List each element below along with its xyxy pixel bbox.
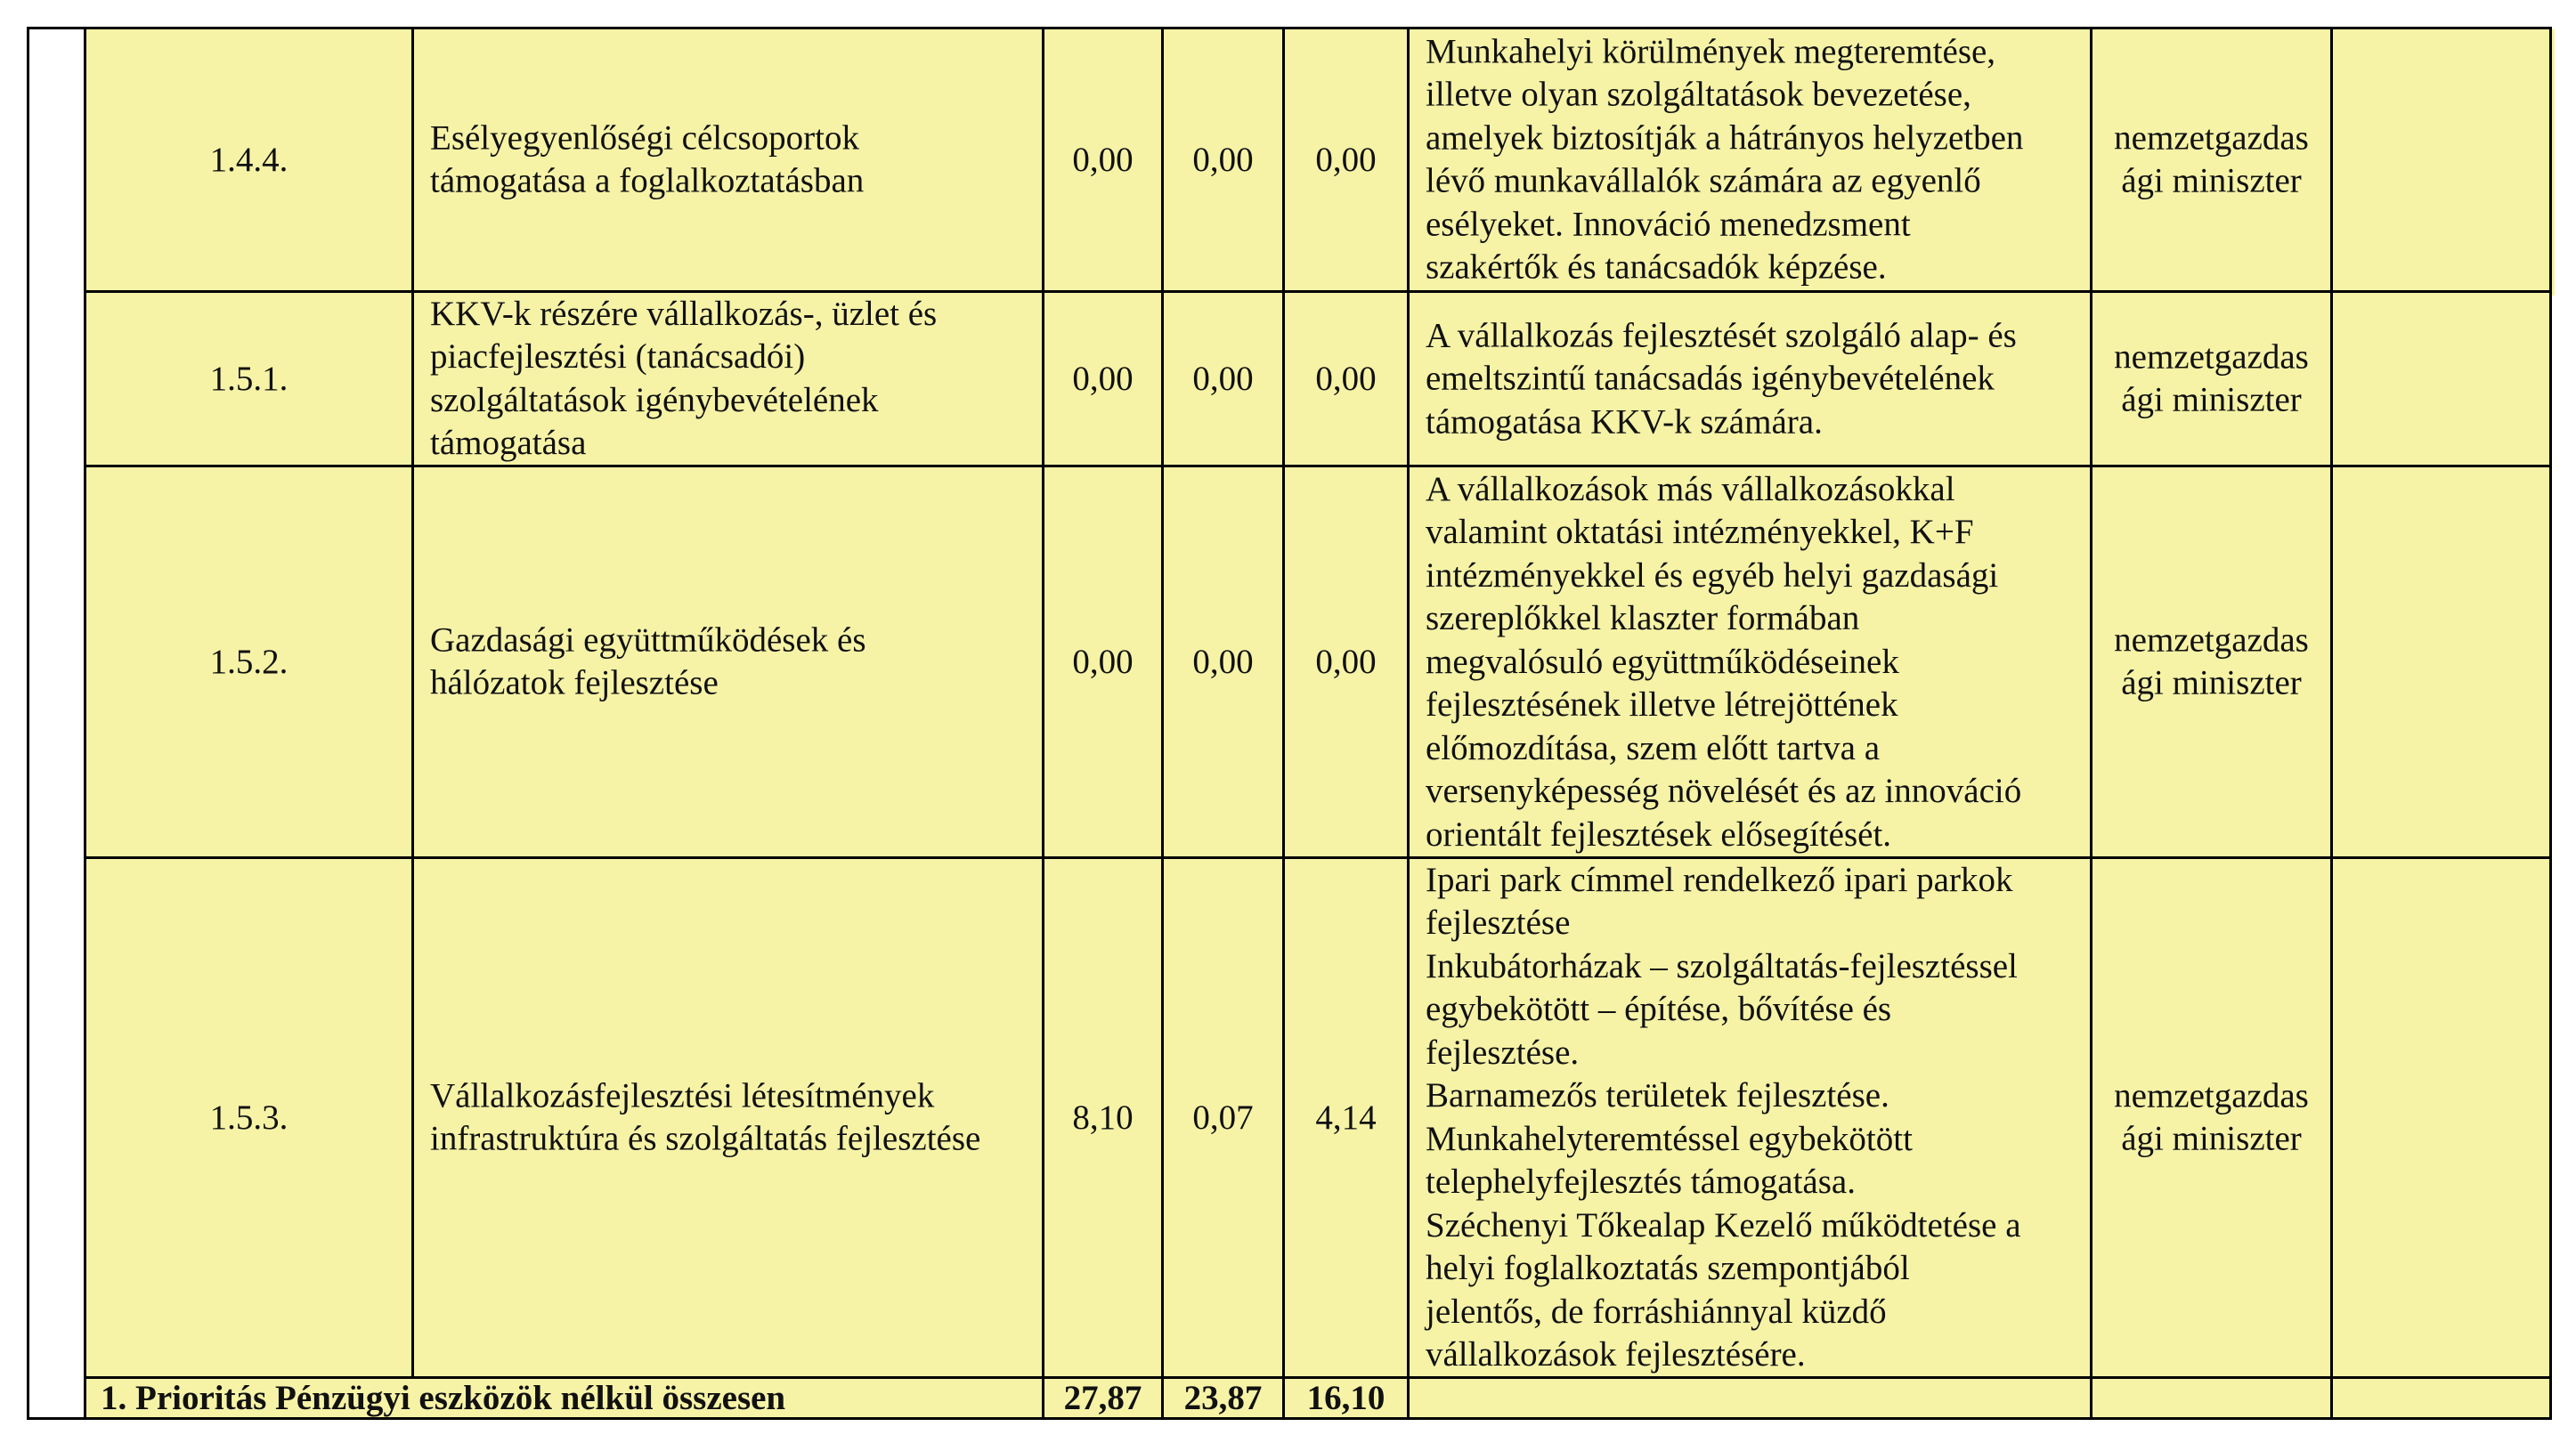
row-responsible: nemzetgazdas ági miniszter <box>2114 1076 2309 1158</box>
row-value-2: 0,00 <box>1192 642 1254 681</box>
row-value-2: 0,00 <box>1192 359 1254 398</box>
row-responsible-cell <box>2090 465 2333 859</box>
row-extra-cell <box>2330 27 2552 293</box>
row-value-1-cell <box>1042 27 1164 293</box>
row-title-cell <box>411 27 1044 293</box>
total-extra-cell <box>2330 1376 2552 1420</box>
total-label: 1. Prioritás Pénzügyi eszközök nélkül összesen <box>101 1378 786 1417</box>
row-value-3-cell <box>1282 27 1410 293</box>
row-value-3-cell <box>1282 465 1410 859</box>
row-code-cell <box>84 465 414 859</box>
row-responsible: nemzetgazdas ági miniszter <box>2114 337 2309 419</box>
row-value-1: 0,00 <box>1072 642 1134 681</box>
row-value-2-cell <box>1161 290 1285 467</box>
row-value-2-cell <box>1161 465 1285 859</box>
row-description: A vállalkozás fejlesztését szolgáló alap- és emeltszintű tanácsadás igénybevételének támogatása KKV-k számára. <box>1426 315 2017 441</box>
row-value-2: 0,07 <box>1192 1098 1254 1137</box>
total-value-1-cell <box>1042 1376 1164 1420</box>
row-description: Ipari park címmel rendelkező ipari parkok fejlesztése Inkubátorházak – szolgáltatás-fejlesztéssel egybekötött – építése, bővítése és fejlesztése. Barnamezős területek fejlesztése. Munkahelyteremtéssel egybekötött telephelyfejlesztés támogatása. Széchenyi Tőkealap Kezelő működtetése a helyi foglalkoztatás szempontjából jelentős, de forráshiánnyal küzdő vállalkozások fejlesztésére. <box>1426 860 2021 1374</box>
row-responsible-cell <box>2090 856 2333 1379</box>
row-value-3-cell <box>1282 856 1410 1379</box>
row-description-cell <box>1407 856 2092 1379</box>
row-value-2: 0,00 <box>1192 140 1254 179</box>
total-responsible-cell <box>2090 1376 2333 1420</box>
total-description-cell <box>1407 1376 2092 1420</box>
row-code: 1.5.2. <box>209 642 288 681</box>
row-code-cell <box>84 27 414 293</box>
row-value-1-cell <box>1042 465 1164 859</box>
row-value-2-cell <box>1161 27 1285 293</box>
row-value-3: 0,00 <box>1315 642 1377 681</box>
row-description-cell <box>1407 465 2092 859</box>
row-title: Vállalkozásfejlesztési létesítmények infrastruktúra és szolgáltatás fejlesztése <box>430 1076 981 1158</box>
row-responsible-cell <box>2090 290 2333 467</box>
row-title-cell <box>411 290 1044 467</box>
row-description-cell <box>1407 290 2092 467</box>
row-extra-cell <box>2330 465 2552 859</box>
row-value-3: 0,00 <box>1315 140 1377 179</box>
row-code: 1.4.4. <box>209 140 288 179</box>
row-title-cell <box>411 856 1044 1379</box>
total-value-3: 16,10 <box>1306 1378 1386 1417</box>
row-value-3-cell <box>1282 290 1410 467</box>
row-extra-cell <box>2330 856 2552 1379</box>
row-description: Munkahelyi körülmények megteremtése, illetve olyan szolgáltatások bevezetése, amelyek biztosítják a hátrányos helyzetben lévő munkavállalók számára az egyenlő esélyeket. Innováció menedzsment szakértők és tanácsadók képzése. <box>1426 32 2024 287</box>
row-value-3: 0,00 <box>1315 359 1377 398</box>
budget-table <box>29 29 2552 1420</box>
row-code: 1.5.1. <box>209 359 288 398</box>
total-value-3-cell <box>1282 1376 1410 1420</box>
row-value-1: 8,10 <box>1072 1098 1134 1137</box>
row-title: Gazdasági együttműködések és hálózatok fejlesztése <box>430 620 866 702</box>
row-code-cell <box>84 290 414 467</box>
row-responsible: nemzetgazdas ági miniszter <box>2114 118 2309 200</box>
row-responsible-cell <box>2090 27 2333 293</box>
row-value-2-cell <box>1161 856 1285 1379</box>
total-value-2: 23,87 <box>1183 1378 1263 1417</box>
row-value-1-cell <box>1042 290 1164 467</box>
row-code-cell <box>84 856 414 1379</box>
row-value-3: 4,14 <box>1315 1098 1377 1137</box>
total-value-1: 27,87 <box>1063 1378 1142 1417</box>
row-responsible: nemzetgazdas ági miniszter <box>2114 620 2309 702</box>
row-description-cell <box>1407 27 2092 293</box>
left-margin-column <box>27 27 86 1420</box>
row-code: 1.5.3. <box>209 1098 288 1137</box>
row-value-1: 0,00 <box>1072 140 1134 179</box>
row-title: KKV-k részére vállalkozás-, üzlet és piacfejlesztési (tanácsadói) szolgáltatások igénybevételének támogatása <box>430 294 938 462</box>
row-title: Esélyegyenlőségi célcsoportok támogatása a foglalkoztatásban <box>430 118 865 200</box>
row-description: A vállalkozások más vállalkozásokkal valamint oktatási intézményekkel, K+F intézményekkel és egyéb helyi gazdasági szereplőkkel klaszter formában megvalósuló együttműködéseinek fejlesztésének illetve létrejöttének előmozdítása, szem előtt tartva a versenyképesség növelését és az innováció orientált fejlesztések elősegítését. <box>1426 469 2022 854</box>
row-value-1: 0,00 <box>1072 359 1134 398</box>
row-extra-cell <box>2330 290 2552 467</box>
total-label-cell <box>84 1376 1044 1420</box>
row-value-1-cell <box>1042 856 1164 1379</box>
row-title-cell <box>411 465 1044 859</box>
total-value-2-cell <box>1161 1376 1285 1420</box>
